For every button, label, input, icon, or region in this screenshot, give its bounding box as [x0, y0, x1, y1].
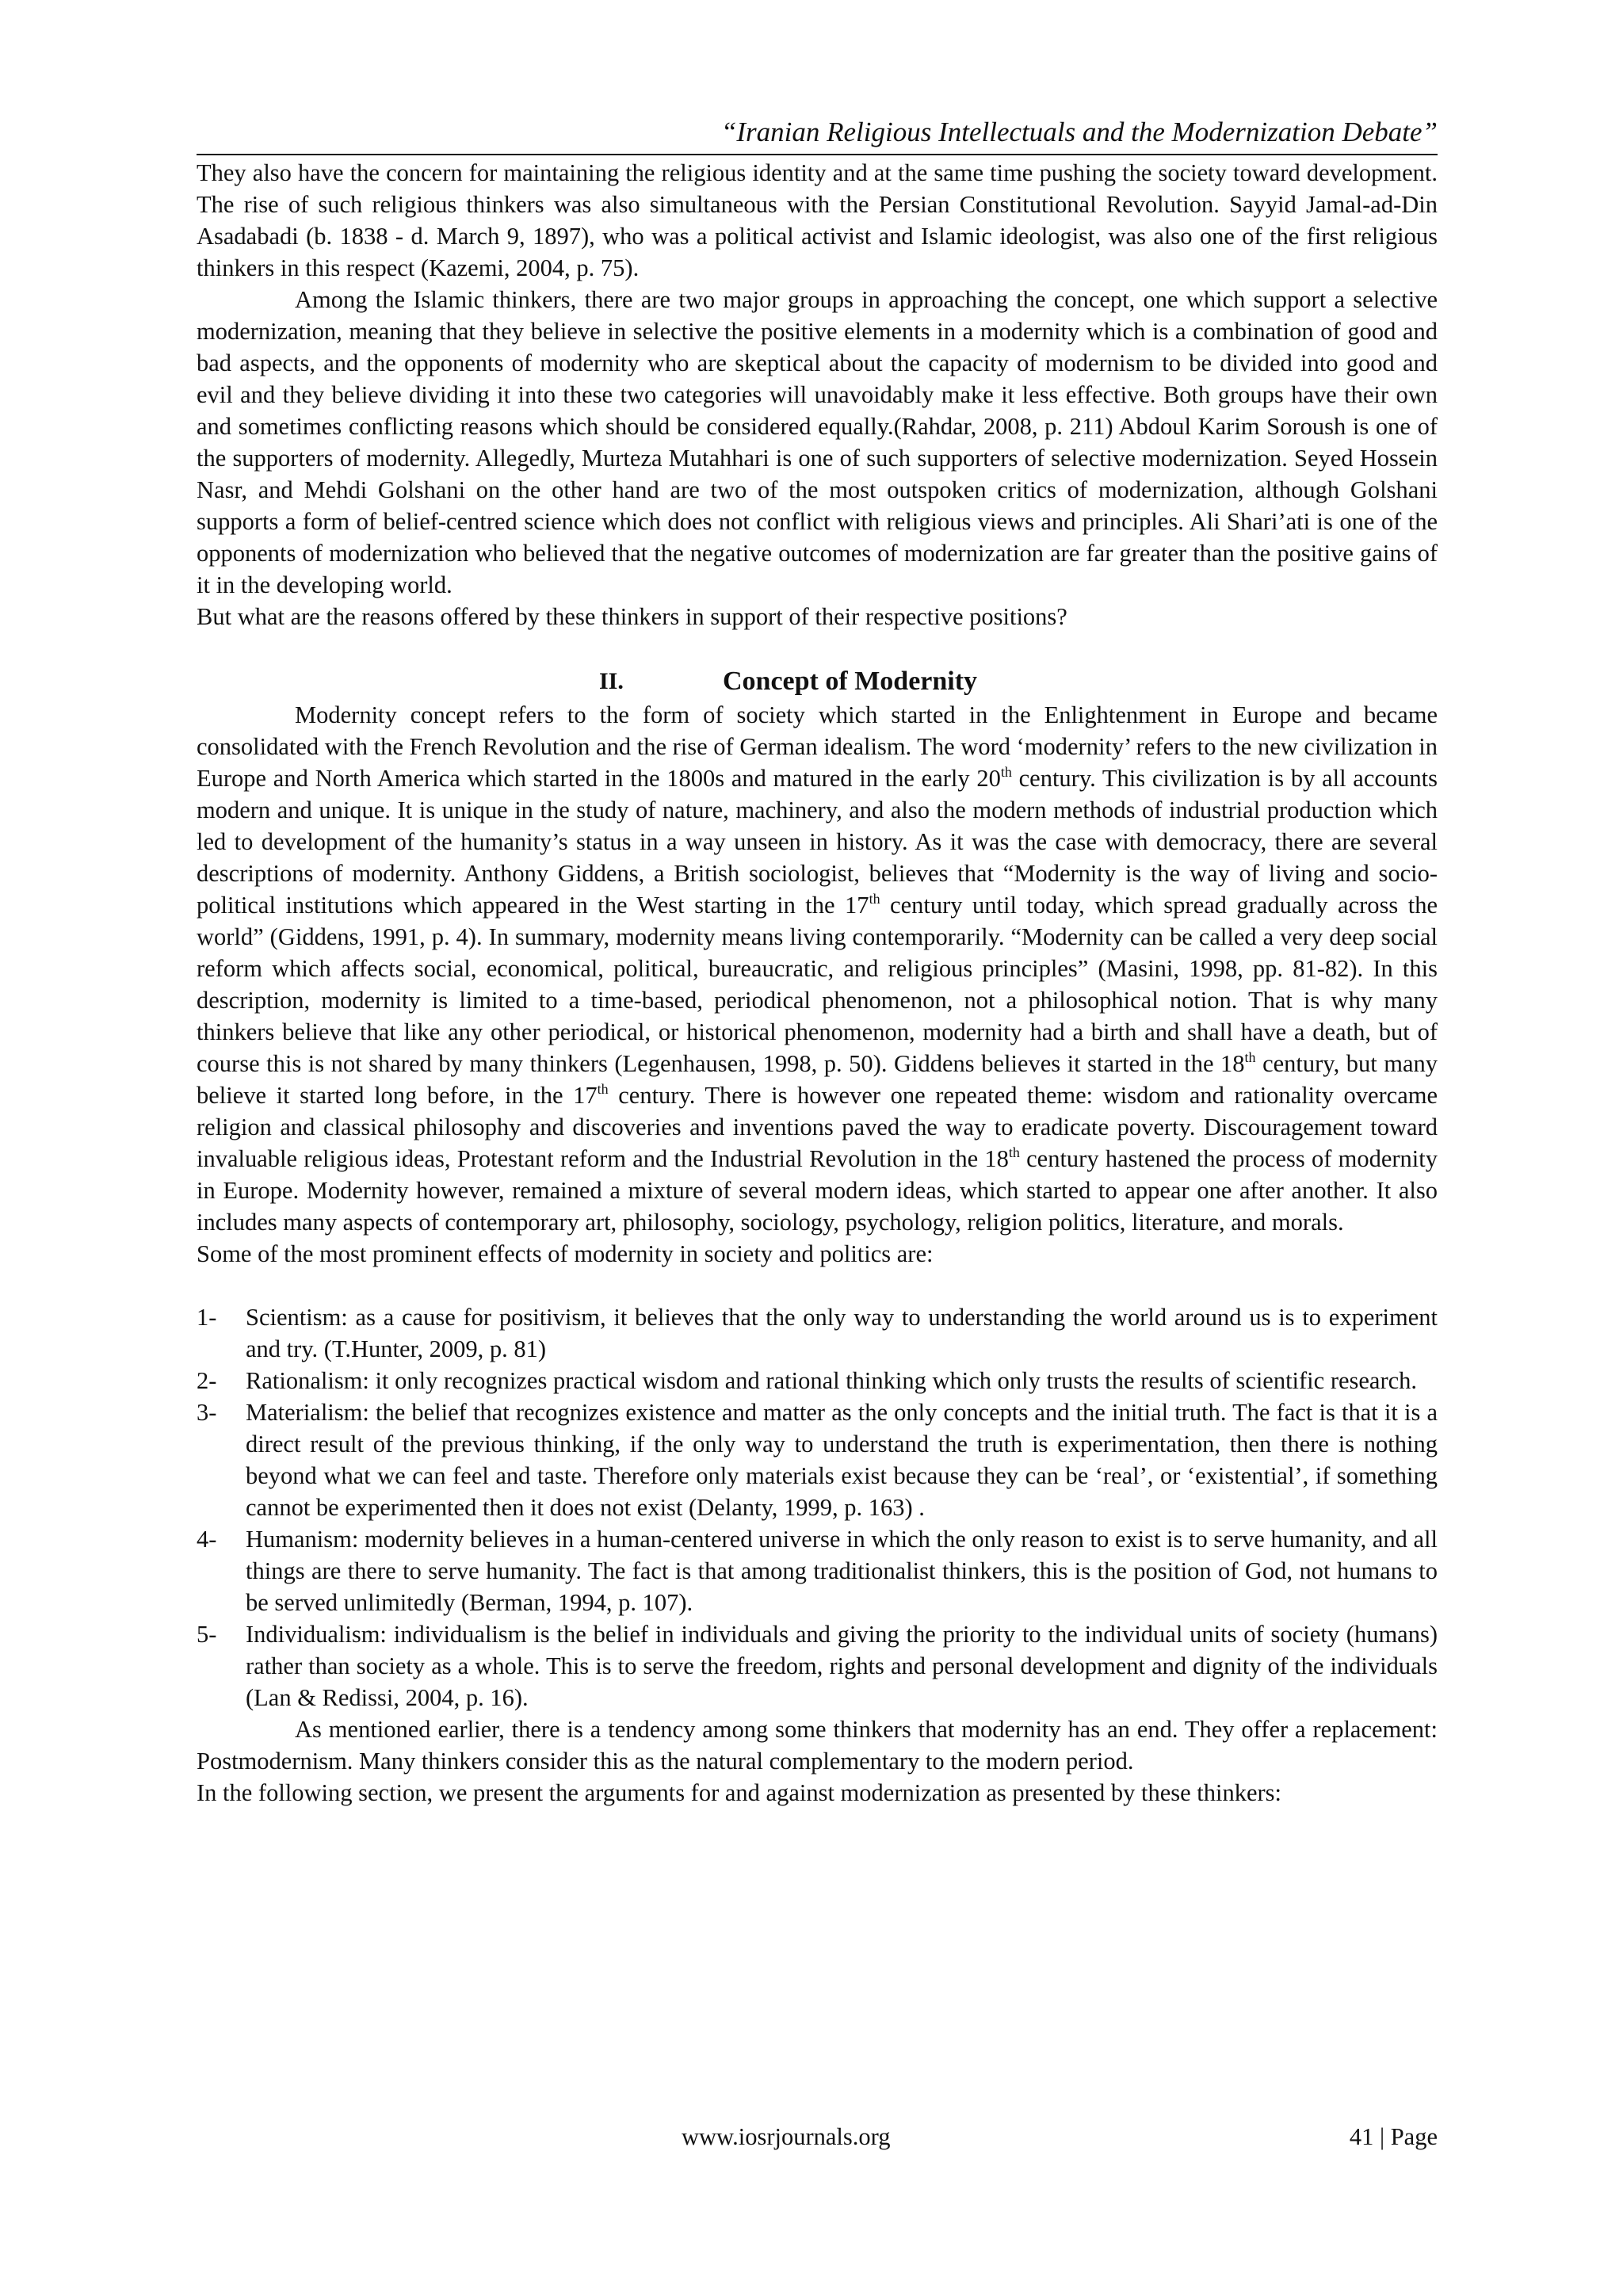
- article-body: [197, 157, 1438, 1809]
- paragraph-islamic-thinkers: Among the Islamic thinkers, there are two major groups in approaching the concept, one which support a selective modernization, meaning that they believe in selective the positive elements in a modernity which is a combination of good and bad aspects, and the opponents of modernity who are skeptical about the capacity of modernism to be divided into good and evil and they believe dividing it into these two categories will unavoidably make it less effective. Both groups have their own and sometimes conflicting reasons which should be considered equally.(Rahdar, 2008, p. 211) Abdoul Karim Soroush is one of the supporters of modernity. Allegedly, Murteza Mutahhari is one of such supporters of selective modernization. Seyed Hossein Nasr, and Mehdi Golshani on the other hand are two of the most outspoken critics of modernization, although Golshani supports a form of belief-centred science which does not conflict with religious views and principles. Ali Shari’ati is one of the opponents of modernization who believed that the negative outcomes of modernization are far greater than the positive gains of it in the developing world.: [197, 286, 1438, 598]
- list-marker: 3-: [197, 1399, 217, 1426]
- footer-page-number: 41 | Page: [1349, 2123, 1438, 2150]
- text-run: Modernity concept refers to the form of society which started in the Enlightenment in Europe and became consolidated with the French Revolution and the rise of German idealism. The word ‘modernity’ refers to the new civilization in Europe and North America which started in the 1800s and matured in the early 20: [197, 701, 1438, 792]
- section-heading: [197, 664, 1438, 699]
- section-title: Concept of Modernity: [723, 667, 978, 696]
- text-run: century hastened the process of modernity in Europe. Modernity however, remained a mixture of several modern ideas, which started to appear one after another. It also includes many aspects of contemporary art, philosophy, sociology, psychology, religion politics, literature, and morals.: [197, 1145, 1438, 1236]
- list-marker: 2-: [197, 1367, 217, 1394]
- list-item-text: Individualism: individualism is the belief in individuals and giving the priority to the individual units of society (humans) rather than society as a whole. This is to serve the freedom, rights and personal development and dignity of the individuals (Lan & Redissi, 2004, p. 16).: [246, 1621, 1438, 1711]
- superscript-ordinal: th: [869, 891, 880, 907]
- list-item-text: Humanism: modernity believes in a human-centered universe in which the only reason to exist is to serve humanity, and all things are there to serve humanity. The fact is that among traditionalist thinkers, this is the position of God, not humans to be served unlimitedly (Berman, 1994, p. 107).: [246, 1526, 1438, 1616]
- paragraph-effects-intro: Some of the most prominent effects of modernity in society and politics are:: [197, 1240, 934, 1267]
- header-rule: [197, 154, 1438, 155]
- list-item: [197, 1301, 1438, 1365]
- list-marker: 5-: [197, 1621, 217, 1648]
- list-item: [197, 1618, 1438, 1713]
- superscript-ordinal: th: [1008, 1144, 1020, 1160]
- text-run: century, but many believe it started long before, in the 17: [197, 1050, 1438, 1109]
- text-run: century until today, which spread gradually across the world” (Giddens, 1991, p. 4). In summary, modernity means living contemporarily. “Modernity can be called a very deep social reform which affects social, economical, political, bureaucratic, and religious principles” (Masini, 1998, pp. 81-82). In this description, modernity is limited to a time-based, periodical phenomenon, not a philosophical notion. That is why many thinkers believe that like any other periodical, or historical phenomenon, modernity had a birth and shall have a death, but of course this is not shared by many thinkers (Legenhausen, 1998, p. 50). Giddens believes it started in the 18: [197, 892, 1438, 1077]
- list-item: [197, 1396, 1438, 1523]
- effects-list: [197, 1301, 1438, 1713]
- list-item: [197, 1523, 1438, 1618]
- spacer: [197, 1270, 1438, 1301]
- superscript-ordinal: th: [1244, 1049, 1256, 1065]
- list-marker: 1-: [197, 1304, 217, 1331]
- list-item-text: Materialism: the belief that recognizes existence and matter as the only concepts and the initial truth. The fact is that it is a direct result of the previous thinking, if the only way to understand the truth is experimentation, then there is nothing beyond what we can feel and taste. Therefore only materials exist because they can be ‘real’, or ‘existential’, if something cannot be experimented then it does not exist (Delanty, 1999, p. 163) .: [246, 1399, 1438, 1521]
- footer-journal-url: www.iosrjournals.org: [682, 2123, 891, 2150]
- list-marker: 4-: [197, 1526, 217, 1553]
- superscript-ordinal: th: [1000, 764, 1012, 780]
- superscript-ordinal: th: [597, 1081, 609, 1097]
- text-run: century. There is however one repeated theme: wisdom and rationality overcame religion and classical philosophy and discoveries and inventions paved the way to eradicate poverty. Discouragement toward invaluable religious ideas, Protestant reform and the Industrial Revolution in the 18: [197, 1082, 1438, 1172]
- paragraph-postmodernism: As mentioned earlier, there is a tendency among some thinkers that modernity has an end. They offer a replacement: Postmodernism. Many thinkers consider this as the natural complementary to the modern period.: [197, 1716, 1438, 1775]
- paragraph-question: But what are the reasons offered by these thinkers in support of their respective positions?: [197, 603, 1067, 630]
- list-item-text: Scientism: as a cause for positivism, it believes that the only way to understanding the world around us is to experiment and try. (T.Hunter, 2009, p. 81): [246, 1304, 1438, 1362]
- text-run: century. This civilization is by all accounts modern and unique. It is unique in the study of nature, machinery, and also the modern methods of industrial production which led to development of the humanity’s status in a way unseen in history. As it was the case with democracy, there are several descriptions of modernity. Anthony Giddens, a British sociologist, believes that “Modernity is the way of living and socio-political institutions which appeared in the West starting in the 17: [197, 765, 1438, 919]
- paragraph-intro-continued: They also have the concern for maintaining the religious identity and at the same time pushing the society toward development. The rise of such religious thinkers was also simultaneous with the Persian Constitutional Revolution. Sayyid Jamal-ad-Din Asadabadi (b. 1838 - d. March 9, 1897), who was a political activist and Islamic ideologist, was also one of the first religious thinkers in this respect (Kazemi, 2004, p. 75).: [197, 159, 1438, 281]
- section-number: II.: [599, 668, 624, 694]
- paragraph-following-section: In the following section, we present the arguments for and against modernization as presented by these thinkers:: [197, 1779, 1282, 1806]
- paragraph-modernity-concept: [197, 699, 1438, 1238]
- list-item-text: Rationalism: it only recognizes practical wisdom and rational thinking which only trusts the results of scientific research.: [246, 1367, 1418, 1394]
- list-item: [197, 1365, 1438, 1396]
- running-header-title: “Iranian Religious Intellectuals and the Modernization Debate”: [720, 117, 1438, 147]
